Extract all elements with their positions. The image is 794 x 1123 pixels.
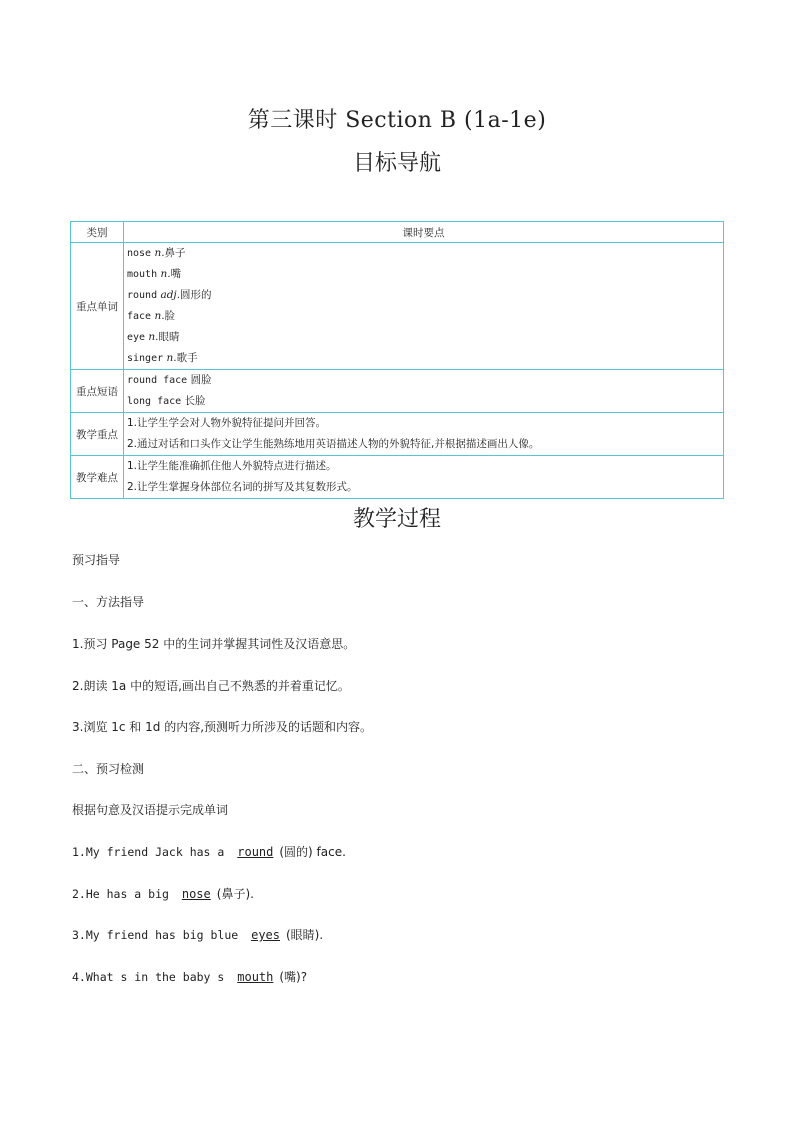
vocab-word: singer [127,353,164,364]
difficulty-line: 2.让学生掌握身体部位名词的拼写及其复数形式。 [127,481,358,493]
vocab-item [127,243,720,264]
vocab-word: nose [127,248,152,259]
goals-table [70,221,724,499]
row-content [124,413,724,456]
vocab-pos: n. [154,310,165,322]
table-header-row [71,222,724,243]
vocab-pos: n. [166,352,177,364]
vocab-meaning: 歌手 [176,352,198,364]
vocab-pos: n. [160,268,171,280]
vocab-meaning: 圆形的 [180,289,212,301]
phrase-meaning: 长脸 [184,395,206,407]
exercise-item [72,843,346,860]
focus-line: 1.让学生学会对人物外貌特征提问并回答。 [127,417,327,429]
phrase-item [127,370,720,391]
exercise-instruction: 根据句意及汉语提示完成单词 [72,803,229,817]
check-heading: 二、预习检测 [72,762,145,776]
exercise-answer: round [237,845,274,859]
vocab-meaning: 眼睛 [158,331,180,343]
section-heading-process: 教学过程 [352,507,441,532]
method-item: 1.预习 Page 52 中的生词并掌握其词性及汉语意思。 [72,637,356,651]
table-header-category: 类别 [71,222,124,243]
vocab-pos: n. [154,247,165,259]
row-category: 重点单词 [71,243,124,370]
row-category: 教学难点 [71,456,124,499]
row-content [124,243,724,370]
table-header-points: 课时要点 [124,222,724,243]
preview-heading: 预习指导 [72,553,121,567]
vocab-item [127,264,720,285]
vocab-word: round [127,290,158,301]
table-row [71,456,724,499]
vocab-word: face [127,311,152,322]
exercise-answer: mouth [237,970,274,984]
exercise-hint: (鼻子). [216,887,254,901]
vocab-item [127,285,720,306]
phrase-text: long face [127,396,182,407]
vocab-meaning: 嘴 [170,268,182,280]
exercise-hint: (嘴)? [279,970,308,984]
vocab-meaning: 鼻子 [164,247,186,259]
exercise-item [72,885,254,902]
exercise-answer: nose [181,887,211,901]
vocab-item [127,348,720,369]
table-row [71,370,724,413]
exercise-hint: (圆的) face. [279,845,346,859]
exercise-hint: (眼睛). [286,928,324,942]
row-content [124,456,724,499]
exercise-item [72,926,323,943]
vocab-meaning: 脸 [164,310,176,322]
table-row [71,413,724,456]
phrase-item [127,391,720,412]
lesson-title: 第三课时 Section B (1a-1e) [247,108,547,133]
row-category: 教学重点 [71,413,124,456]
exercise-prompt: 2.He has a big [72,887,176,901]
exercise-prompt: 3.My friend has big blue [72,928,246,942]
row-content [124,370,724,413]
vocab-word: eye [127,332,146,343]
phrase-meaning: 圆脸 [190,374,212,386]
exercise-answer: eyes [251,928,280,942]
vocab-item [127,327,720,348]
method-item: 2.朗读 1a 中的短语,画出自己不熟悉的并着重记忆。 [72,679,350,693]
exercise-item [72,968,307,985]
row-category: 重点短语 [71,370,124,413]
vocab-item [127,306,720,327]
table-row [71,243,724,370]
section-heading-goals: 目标导航 [352,151,441,176]
exercise-prompt: 4.What s in the baby s [72,970,232,984]
exercise-prompt: 1.My friend Jack has a [72,845,232,859]
vocab-pos: adj. [160,289,181,301]
focus-line: 2.通过对话和口头作文让学生能熟练地用英语描述人物的外貌特征,并根据描述画出人像。 [127,438,540,450]
method-item: 3.浏览 1c 和 1d 的内容,预测听力所涉及的话题和内容。 [72,720,373,734]
vocab-word: mouth [127,269,158,280]
method-heading: 一、方法指导 [72,595,145,609]
vocab-pos: n. [148,331,159,343]
difficulty-line: 1.让学生能准确抓住他人外貌特点进行描述。 [127,460,337,472]
phrase-text: round face [127,375,188,386]
